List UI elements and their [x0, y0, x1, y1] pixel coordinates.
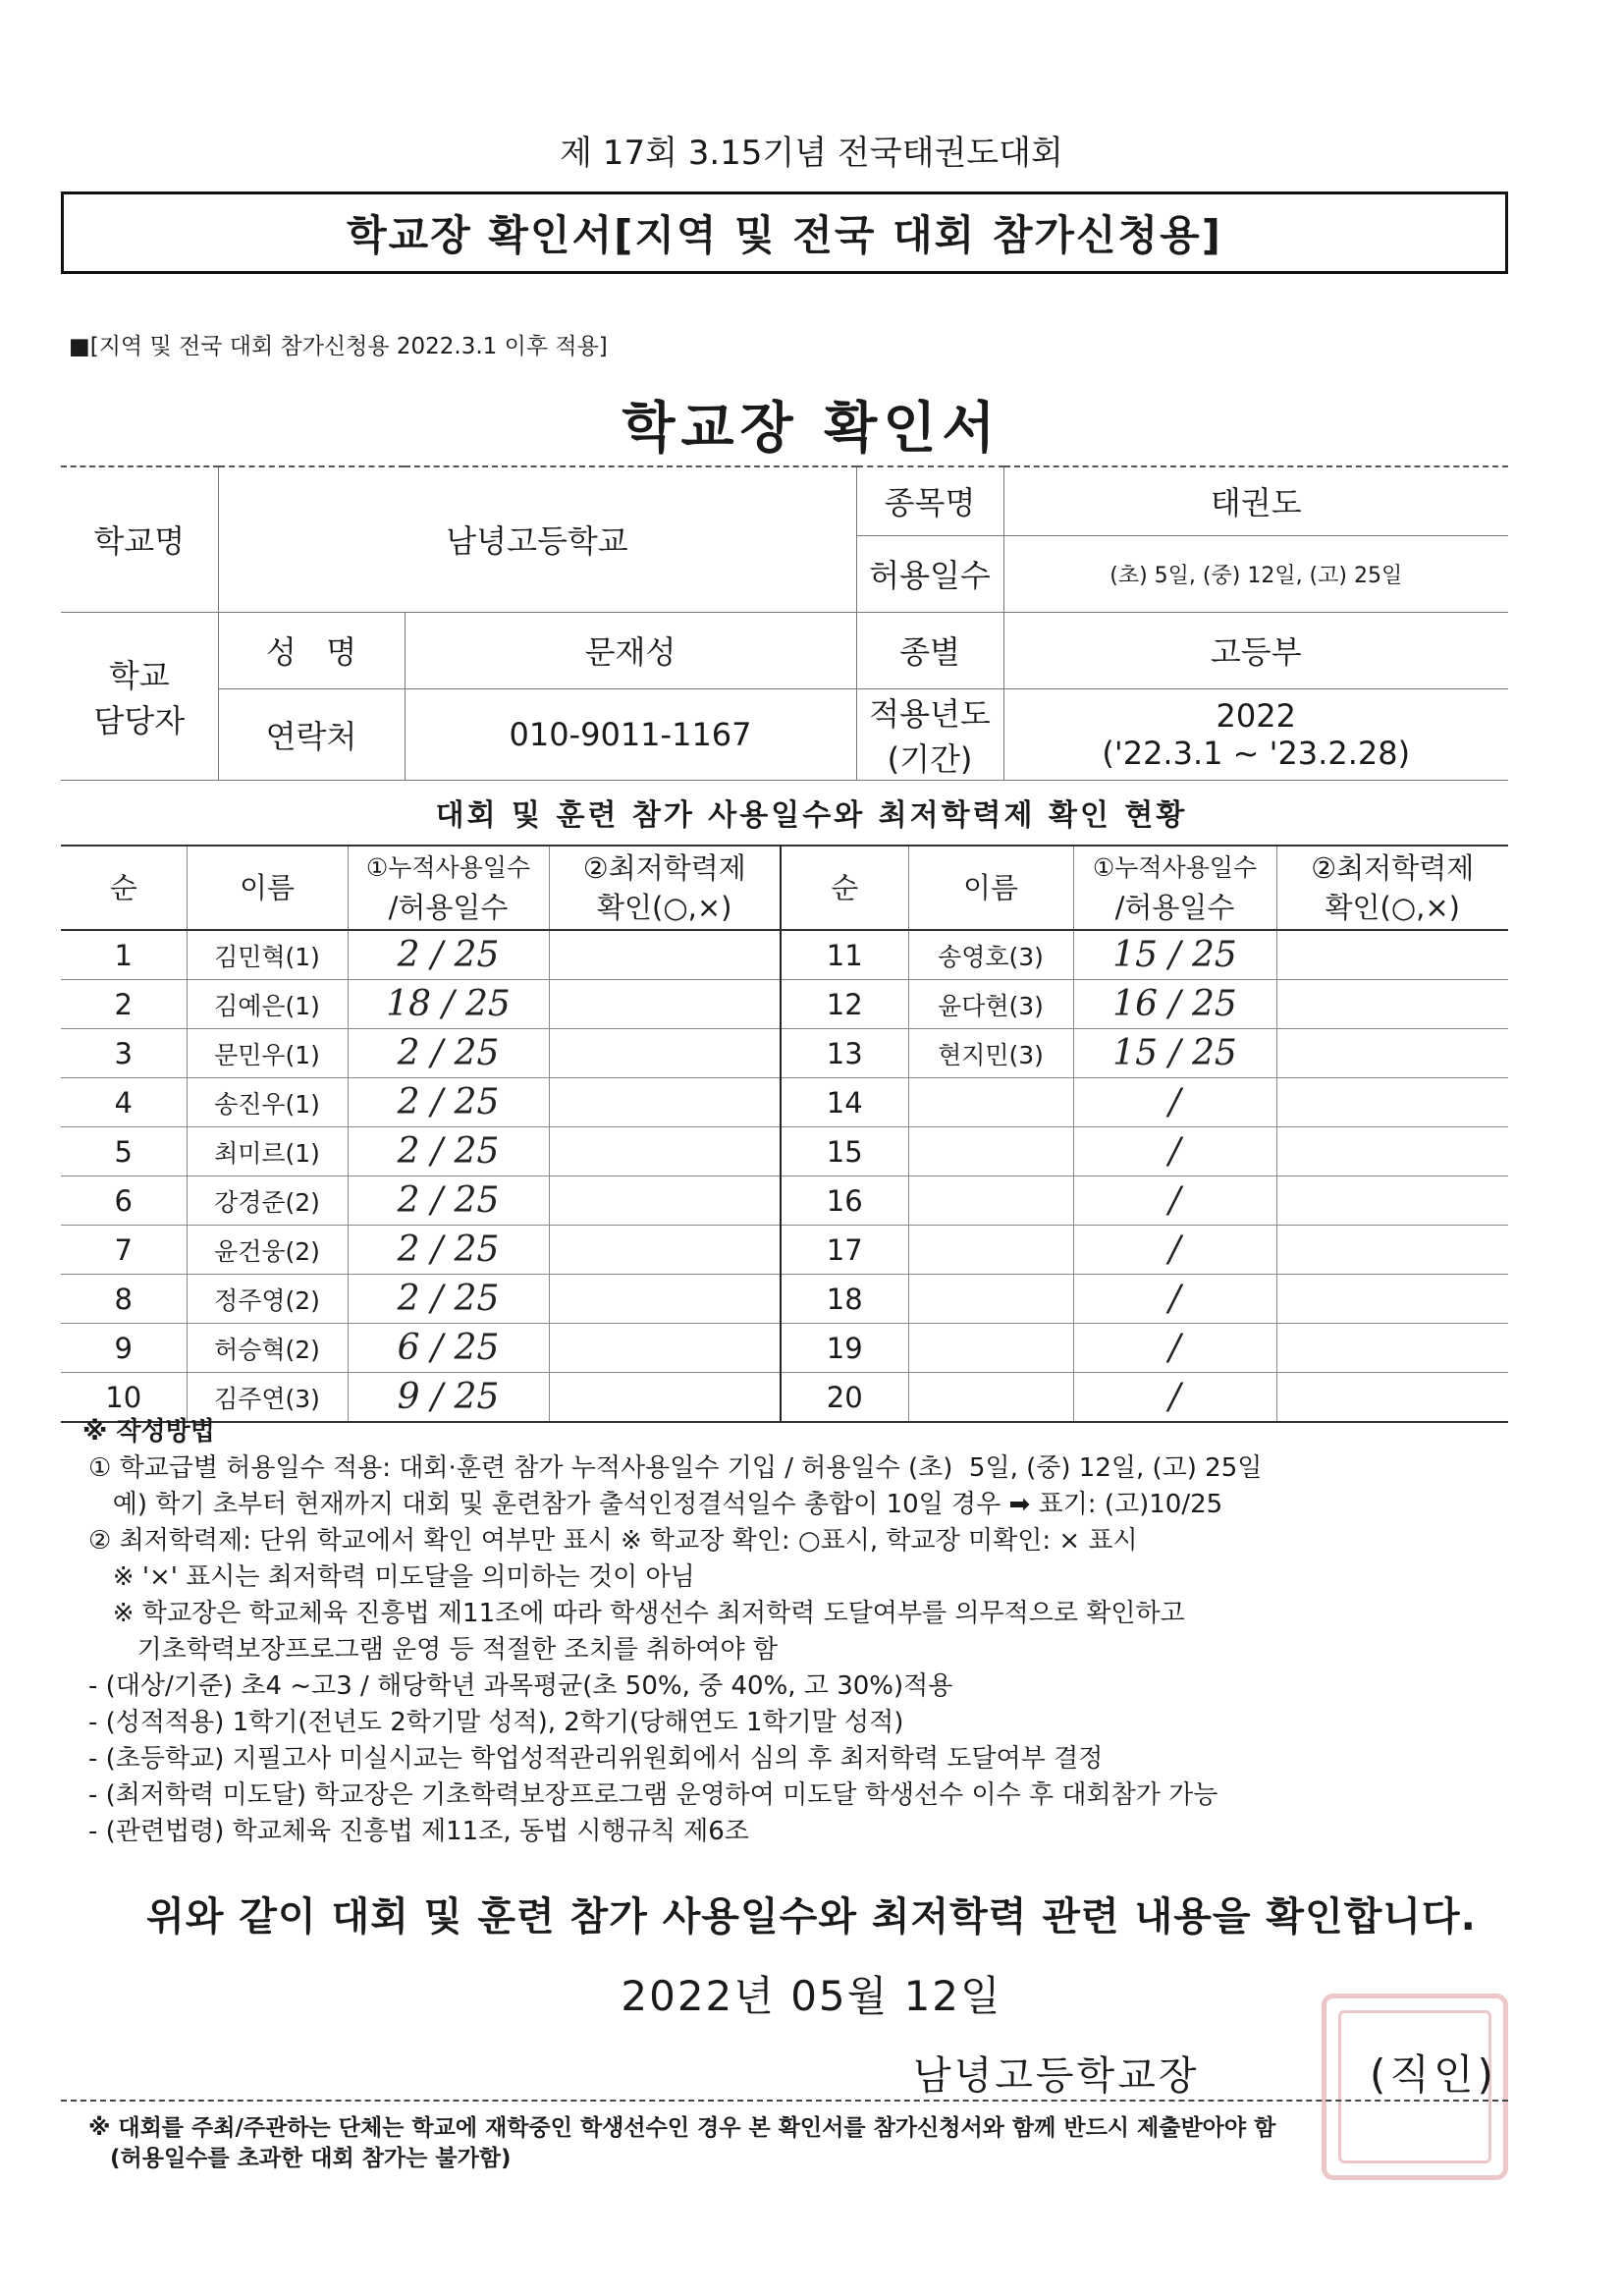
- cell-check: [549, 1029, 781, 1078]
- cell-days: 2 / 25: [348, 1176, 549, 1226]
- sport-label: 종목명: [856, 466, 1003, 535]
- cell-no: 6: [61, 1176, 187, 1226]
- phone-label: 연락처: [218, 688, 405, 780]
- cell-name: [908, 1127, 1073, 1176]
- cell-no: 9: [61, 1324, 187, 1373]
- cell-no: 1: [61, 930, 187, 980]
- cell-check: [1276, 1226, 1508, 1275]
- cell-check: [549, 1275, 781, 1324]
- instruction-line: ① 학교급별 허용일수 적용: 대회·훈련 참가 누적사용일수 기입 / 허용일수 (초) 5일, (중) 12일, (고) 25일: [88, 1453, 1263, 1483]
- cell-check: [549, 1324, 781, 1373]
- cell-days: 18 / 25: [348, 980, 549, 1029]
- header-min-line1: ②최저학력제: [582, 851, 746, 885]
- instruction-line: - (관련법령) 학교체육 진흥법 제11조, 동법 시행규칙 제6조: [88, 1817, 749, 1846]
- seal-label: (직인): [1370, 2050, 1497, 2099]
- cell-check: [549, 1127, 781, 1176]
- cell-name: 송영호(3): [908, 930, 1073, 980]
- cell-check: [1276, 1176, 1508, 1226]
- school-name-label: 학교명: [61, 466, 218, 612]
- instruction-line: ② 최저학력제: 단위 학교에서 확인 여부만 표시 ※ 학교장 확인: ○표시, 학교장 미확인: × 표시: [88, 1526, 1138, 1556]
- instructions-lines: [88, 1450, 1262, 1850]
- instruction-line: 예) 학기 초부터 현재까지 대회 및 훈련참가 출석인정결석일수 총합이 10일 경우 ➡ 표기: (고)10/25: [88, 1490, 1223, 1519]
- header-min-line2: 확인(○,×): [597, 891, 732, 924]
- cell-days: 2 / 25: [348, 1127, 549, 1176]
- cell-days: 16 / 25: [1073, 980, 1276, 1029]
- cell-no: 4: [61, 1078, 187, 1127]
- document-title: 학교장 확인서: [622, 397, 1001, 461]
- footnote-line1: ※ 대회를 주최/주관하는 단체는 학교에 재학중인 학생선수인 경우 본 확인서를 참가신청서와 함께 반드시 제출받아야 함: [88, 2115, 1276, 2141]
- header-name: 이름: [908, 846, 1073, 930]
- table-row: [61, 1078, 1508, 1127]
- table-row: [61, 1324, 1508, 1373]
- cell-name: 정주영(2): [187, 1275, 348, 1324]
- cell-check: [1276, 1324, 1508, 1373]
- table-row: [61, 1176, 1508, 1226]
- cell-name: [908, 1226, 1073, 1275]
- document-box-title: 학교장 확인서[지역 및 전국 대회 참가신청용]: [61, 191, 1508, 274]
- cell-name: [908, 1078, 1073, 1127]
- instruction-line: ※ 학교장은 학교체육 진흥법 제11조에 따라 학생선수 최저학력 도달여부를 의무적으로 확인하고: [88, 1599, 1185, 1628]
- cell-check: [1276, 1127, 1508, 1176]
- cell-name: 윤건웅(2): [187, 1226, 348, 1275]
- header-min-line1: ②최저학력제: [1311, 851, 1475, 885]
- school-info-table: [61, 465, 1508, 781]
- allowed-days-value: (초) 5일, (중) 12일, (고) 25일: [1003, 535, 1508, 612]
- confirmation-statement: 위와 같이 대회 및 훈련 참가 사용일수와 최저학력 관련 내용을 확인합니다.: [146, 1894, 1477, 1940]
- header-days-line1: ①누적사용일수: [365, 853, 531, 882]
- table-row: [61, 1127, 1508, 1176]
- table-row: [61, 930, 1508, 980]
- cell-check: [1276, 1373, 1508, 1423]
- cell-days: 2 / 25: [348, 1078, 549, 1127]
- apply-year-label-line2: (기간): [887, 739, 973, 778]
- cell-days: /: [1073, 1078, 1276, 1127]
- header-no: 순: [781, 846, 908, 930]
- apply-year-label-line1: 적용년도: [869, 694, 991, 733]
- cell-no: 7: [61, 1226, 187, 1275]
- instruction-line: 기초학력보장프로그램 운영 등 적절한 조치를 취하여야 함: [88, 1635, 778, 1665]
- apply-year-value-line2: ('22.3.1 ~ '23.2.28): [1102, 734, 1411, 772]
- footer-divider: [61, 2100, 1508, 2102]
- cell-check: [1276, 930, 1508, 980]
- instruction-line: - (최저학력 미도달) 학교장은 기초학력보장프로그램 운영하여 미도달 학생선수 이수 후 대회참가 가능: [88, 1780, 1218, 1810]
- cell-no: 3: [61, 1029, 187, 1078]
- cell-days: 6 / 25: [348, 1324, 549, 1373]
- cell-check: [1276, 1029, 1508, 1078]
- instruction-line: - (성적적용) 1학기(전년도 2학기말 성적), 2학기(당해연도 1학기말 성적): [88, 1708, 904, 1737]
- cell-no: 16: [781, 1176, 908, 1226]
- cell-days: /: [1073, 1176, 1276, 1226]
- allowed-days-label: 허용일수: [856, 535, 1003, 612]
- cell-days: 15 / 25: [1073, 930, 1276, 980]
- cell-check: [549, 1226, 781, 1275]
- principal-name: 남녕고등학교장: [913, 2053, 1200, 2099]
- instruction-line: - (초등학교) 지필고사 미실시교는 학업성적관리위원회에서 심의 후 최저학력 도달여부 결정: [88, 1744, 1104, 1774]
- cell-days: /: [1073, 1373, 1276, 1423]
- cell-no: 11: [781, 930, 908, 980]
- contact-group-label-line2: 담당자: [93, 701, 186, 739]
- cell-name: 허승혁(2): [187, 1324, 348, 1373]
- cell-no: 15: [781, 1127, 908, 1176]
- cell-name: [908, 1324, 1073, 1373]
- division-value: 고등부: [1003, 612, 1508, 688]
- cell-no: 2: [61, 980, 187, 1029]
- cell-name: 윤다현(3): [908, 980, 1073, 1029]
- participation-table: [61, 845, 1508, 1423]
- table-row: [61, 1275, 1508, 1324]
- cell-days: 2 / 25: [348, 1275, 549, 1324]
- cell-check: [549, 1078, 781, 1127]
- cell-days: 15 / 25: [1073, 1029, 1276, 1078]
- cell-days: 2 / 25: [348, 1029, 549, 1078]
- cell-no: 19: [781, 1324, 908, 1373]
- instructions-title: ※ 작성방법: [82, 1417, 215, 1447]
- cell-check: [549, 1176, 781, 1226]
- apply-year-value: [1003, 688, 1508, 780]
- apply-year-value-line1: 2022: [1216, 696, 1296, 735]
- cell-name: [908, 1176, 1073, 1226]
- cell-no: 13: [781, 1029, 908, 1078]
- section-title: 대회 및 훈련 참가 사용일수와 최저학력제 확인 현황: [435, 798, 1188, 833]
- cell-no: 20: [781, 1373, 908, 1423]
- cell-days: /: [1073, 1226, 1276, 1275]
- footnote: [88, 2113, 1275, 2174]
- header-days: [1073, 846, 1276, 930]
- instructions: [82, 1414, 1263, 1850]
- cell-days: /: [1073, 1275, 1276, 1324]
- cell-name: 김민혁(1): [187, 930, 348, 980]
- phone-value: 010-9011-1167: [405, 688, 856, 780]
- contact-group-label: [61, 612, 218, 780]
- cell-days: /: [1073, 1127, 1276, 1176]
- header-min: [1276, 846, 1508, 930]
- contact-group-label-line1: 학교: [108, 656, 170, 694]
- cell-name: 현지민(3): [908, 1029, 1073, 1078]
- cell-days: 2 / 25: [348, 930, 549, 980]
- sport-value: 태권도: [1003, 466, 1508, 535]
- header-name: 이름: [187, 846, 348, 930]
- cell-check: [1276, 1275, 1508, 1324]
- cell-name: 김주연(3): [187, 1373, 348, 1423]
- cell-name: 최미르(1): [187, 1127, 348, 1176]
- school-name-value: 남녕고등학교: [218, 466, 856, 612]
- cell-name: [908, 1275, 1073, 1324]
- cell-no: 8: [61, 1275, 187, 1324]
- cell-no: 17: [781, 1226, 908, 1275]
- division-label: 종별: [856, 612, 1003, 688]
- cell-no: 14: [781, 1078, 908, 1127]
- cell-check: [1276, 1078, 1508, 1127]
- document-date: 2022년 05월 12일: [621, 1972, 1002, 2020]
- header-no: 순: [61, 846, 187, 930]
- table-header-row: [61, 846, 1508, 930]
- cell-no: 10: [61, 1373, 187, 1423]
- event-title: 제 17회 3.15기념 전국태권도대회: [560, 134, 1063, 173]
- cell-name: 강경준(2): [187, 1176, 348, 1226]
- cell-name: 문민우(1): [187, 1029, 348, 1078]
- instruction-line: - (대상/기준) 초4 ~고3 / 해당학년 과목평균(초 50%, 중 40%, 고 30%)적용: [88, 1671, 953, 1701]
- applies-note: ■[지역 및 전국 대회 참가신청용 2022.3.1 이후 적용]: [69, 334, 608, 359]
- name-value: 문재성: [405, 612, 856, 688]
- cell-days: 9 / 25: [348, 1373, 549, 1423]
- table-row: [61, 1029, 1508, 1078]
- cell-days: /: [1073, 1324, 1276, 1373]
- header-days-line1: ①누적사용일수: [1092, 853, 1258, 882]
- cell-no: 5: [61, 1127, 187, 1176]
- cell-name: 김예은(1): [187, 980, 348, 1029]
- name-label: 성 명: [218, 612, 405, 688]
- header-days-line2: /허용일수: [1114, 891, 1235, 924]
- header-min-line2: 확인(○,×): [1325, 891, 1460, 924]
- instruction-line: ※ '×' 표시는 최저학력 미도달을 의미하는 것이 아님: [88, 1562, 695, 1592]
- header-min: [549, 846, 781, 930]
- cell-check: [1276, 980, 1508, 1029]
- cell-no: 18: [781, 1275, 908, 1324]
- apply-year-label: [856, 688, 1003, 780]
- header-days: [348, 846, 549, 930]
- header-days-line2: /허용일수: [388, 891, 509, 924]
- cell-check: [549, 980, 781, 1029]
- cell-check: [549, 930, 781, 980]
- table-row: [61, 1226, 1508, 1275]
- footnote-line2: (허용일수를 초과한 대회 참가는 불가함): [110, 2146, 512, 2171]
- cell-days: 2 / 25: [348, 1226, 549, 1275]
- cell-no: 12: [781, 980, 908, 1029]
- table-row: [61, 980, 1508, 1029]
- cell-name: 송진우(1): [187, 1078, 348, 1127]
